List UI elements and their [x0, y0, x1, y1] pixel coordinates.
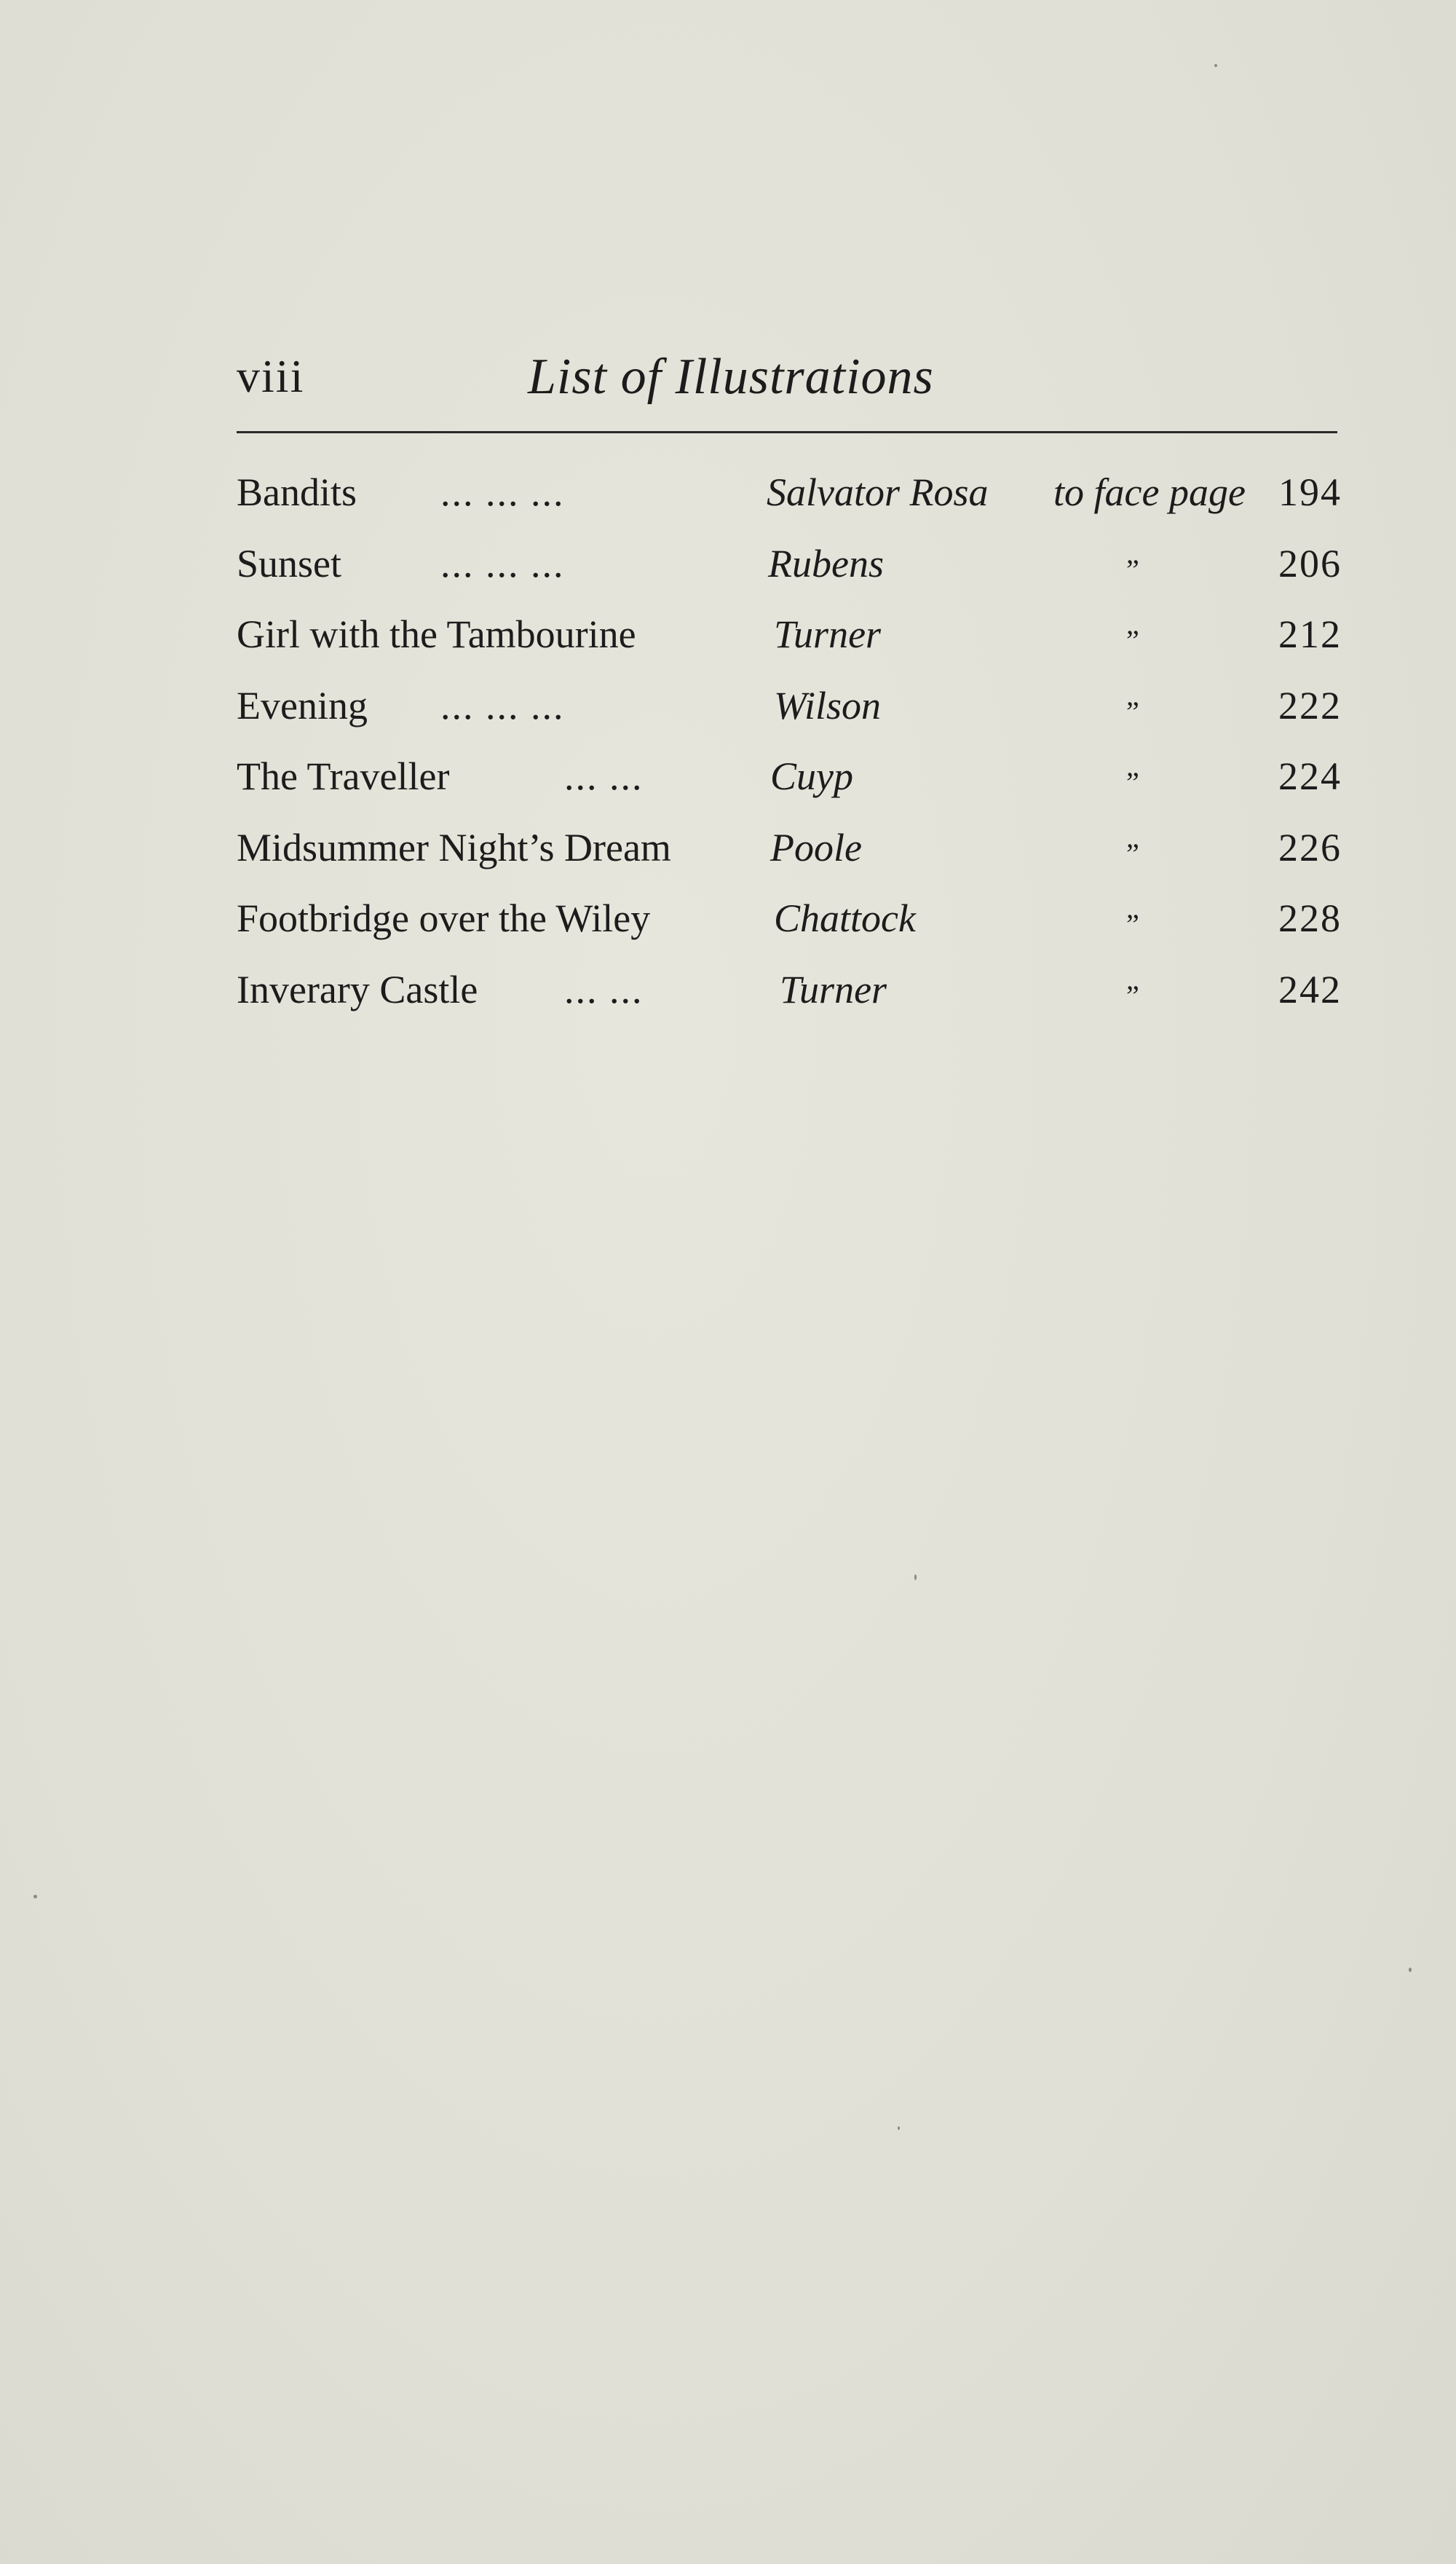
list-item — [237, 599, 1343, 671]
illustration-title: Sunset — [237, 541, 342, 585]
illustration-title: Inverary Castle — [237, 967, 478, 1011]
ditto-mark: ” — [1126, 695, 1139, 728]
illustration-title: Bandits — [237, 470, 357, 514]
artist-name: Rubens — [768, 541, 884, 585]
artist-name: Salvator Rosa — [767, 470, 989, 514]
page-number: viii — [237, 350, 305, 402]
paper-speck — [1214, 64, 1217, 67]
artist-name: Turner — [774, 612, 882, 656]
illustration-list — [237, 457, 1343, 1025]
page-ref: 212 — [1278, 612, 1342, 656]
page-ref: 224 — [1278, 754, 1342, 798]
ditto-mark: ” — [1126, 553, 1139, 586]
list-item — [237, 813, 1343, 884]
leader-dots: ... ... ... — [440, 470, 565, 514]
list-item — [237, 955, 1343, 1026]
illustration-title: The Traveller — [237, 754, 450, 798]
page-ref: 242 — [1278, 967, 1342, 1011]
page-ref: 194 — [1278, 470, 1342, 514]
paper-speck — [33, 1895, 37, 1898]
artist-name: Poole — [770, 825, 862, 869]
leader-dots: ... ... ... — [440, 541, 565, 585]
ditto-mark: ” — [1126, 979, 1139, 1012]
list-item — [237, 529, 1343, 600]
illustration-title: Footbridge over the Wiley — [237, 896, 651, 940]
ditto-mark: ” — [1126, 837, 1139, 870]
illustration-title: Midsummer Night’s Dream — [237, 825, 671, 869]
artist-name: Cuyp — [770, 754, 853, 798]
list-item — [237, 671, 1343, 742]
illustration-title: Girl with the Tambourine — [237, 612, 636, 656]
list-item — [237, 741, 1343, 813]
header-rule — [237, 431, 1337, 433]
artist-name: Turner — [780, 967, 887, 1011]
paper-speck — [1409, 1968, 1412, 1972]
artist-name: Wilson — [774, 683, 882, 727]
artist-name: Chattock — [774, 896, 916, 940]
page-title: List of Illustrations — [528, 349, 934, 405]
leader-dots: ... ... ... — [440, 683, 565, 727]
list-item — [237, 883, 1343, 955]
page-ref: 206 — [1278, 541, 1342, 585]
ditto-mark: ” — [1126, 908, 1139, 941]
list-item — [237, 457, 1343, 529]
page-ref: 222 — [1278, 683, 1342, 727]
to-face-page-label: to face page — [1053, 470, 1246, 514]
paper-speck — [898, 2126, 900, 2130]
ditto-mark: ” — [1126, 766, 1139, 799]
running-head — [237, 342, 1337, 415]
illustration-title: Evening — [237, 683, 368, 727]
page-ref: 228 — [1278, 896, 1342, 940]
paper-speck — [914, 1574, 917, 1580]
leader-dots: ... ... — [564, 754, 644, 798]
leader-dots: ... ... — [564, 967, 644, 1011]
page-ref: 226 — [1278, 825, 1342, 869]
ditto-mark: ” — [1126, 624, 1139, 657]
